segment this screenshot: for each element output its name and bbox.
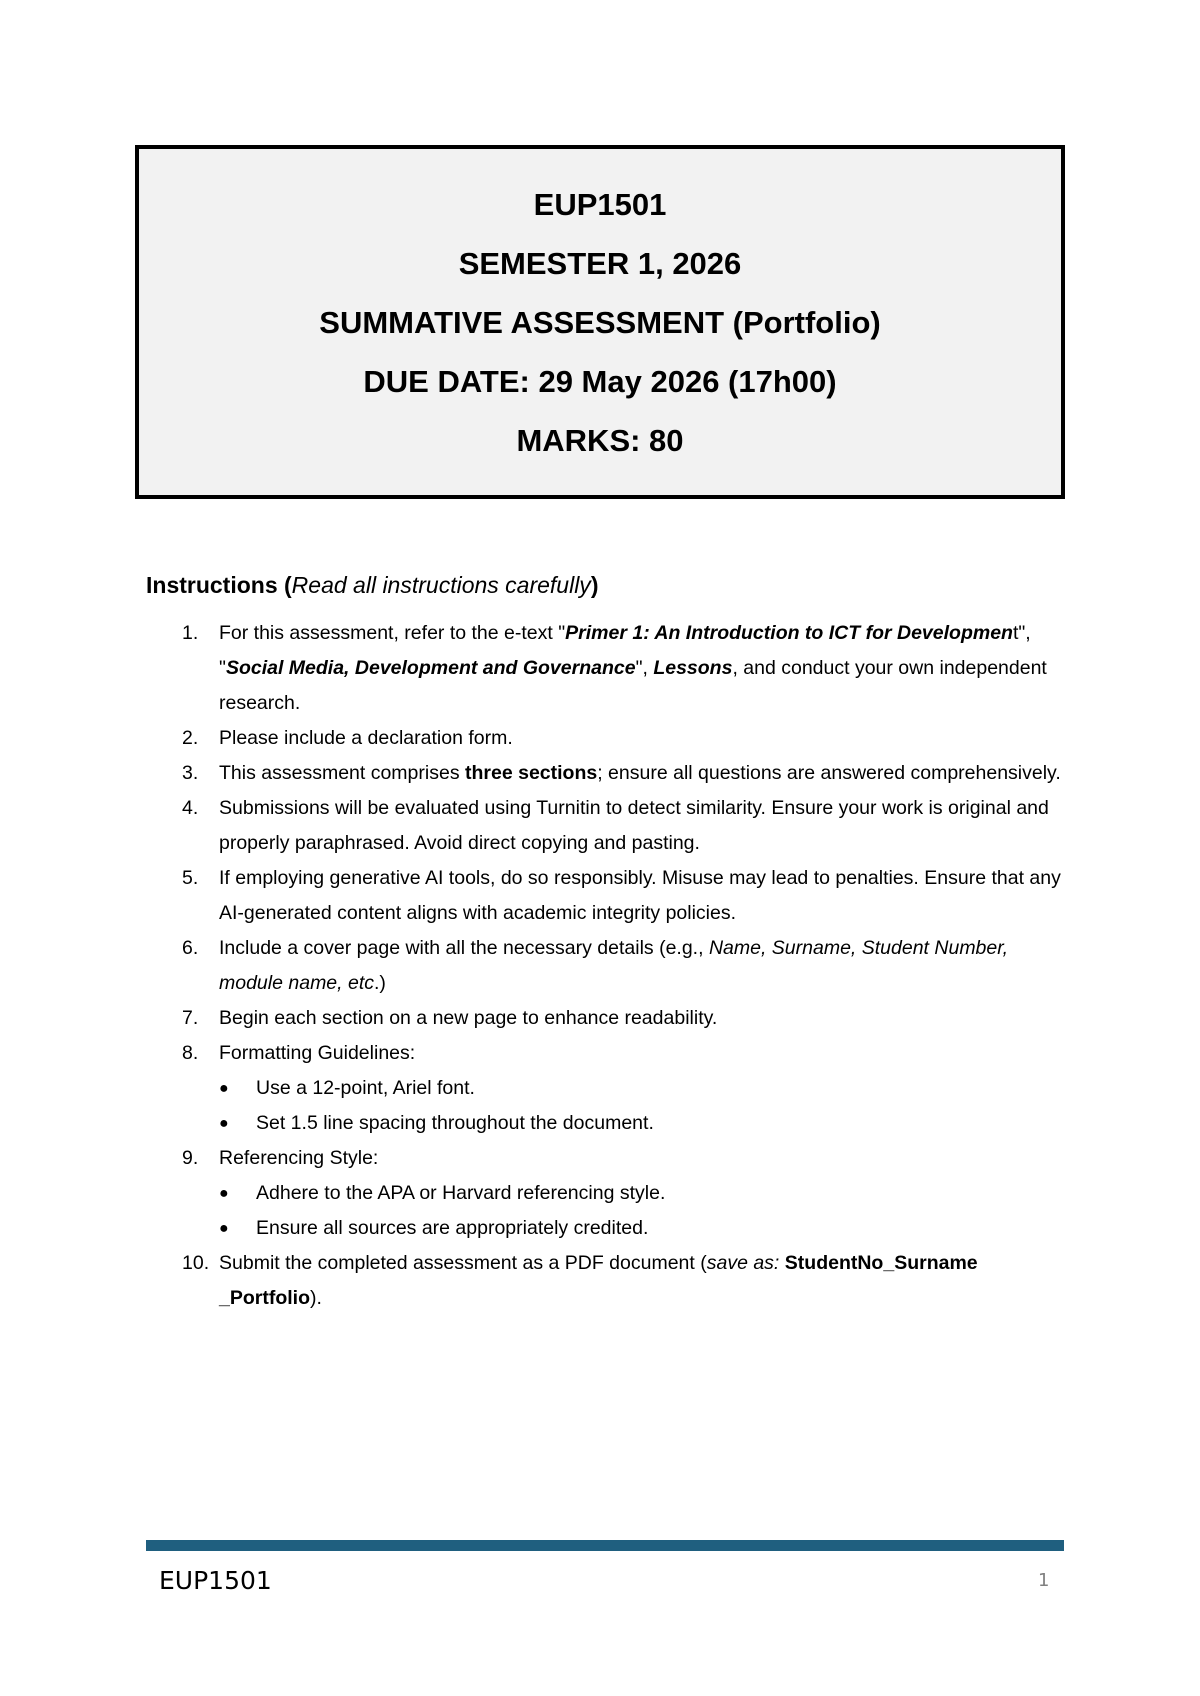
instruction-sub-list xyxy=(219,1071,1066,1141)
instruction-text-part: ", xyxy=(635,657,654,679)
instructions-heading-close: ) xyxy=(590,572,599,598)
instruction-text-part: .) xyxy=(374,972,386,994)
instruction-text xyxy=(219,727,513,749)
instruction-number: 3. xyxy=(182,762,199,784)
instruction-item xyxy=(146,931,1066,1001)
instruction-item xyxy=(146,616,1066,721)
instruction-number: 2. xyxy=(182,727,199,749)
instruction-sub-text: Adhere to the APA or Harvard referencing style. xyxy=(256,1182,666,1204)
instruction-sub-item xyxy=(219,1211,1066,1246)
instruction-item xyxy=(146,1246,1066,1316)
bullet-icon: ● xyxy=(219,1220,229,1237)
instruction-item xyxy=(146,721,1066,756)
bullet-icon: ● xyxy=(219,1115,229,1132)
instruction-sub-item xyxy=(219,1106,1066,1141)
instructions-heading-note: Read all instructions carefully xyxy=(291,572,591,598)
instruction-text-part: Begin each section on a new page to enhance readability. xyxy=(219,1007,718,1029)
instruction-text xyxy=(219,937,1008,994)
instruction-text-part: Referencing Style: xyxy=(219,1147,379,1169)
instruction-text xyxy=(219,622,1047,714)
instruction-sub-item xyxy=(219,1071,1066,1106)
instruction-text-part: three sections xyxy=(465,762,598,784)
instruction-item xyxy=(146,1141,1066,1246)
module-code-title: EUP1501 xyxy=(533,186,667,222)
instruction-text-part: Formatting Guidelines: xyxy=(219,1042,416,1064)
instruction-number: 6. xyxy=(182,937,199,959)
instruction-number: 5. xyxy=(182,867,199,889)
instruction-text-part: This assessment comprises xyxy=(219,762,465,784)
bullet-icon: ● xyxy=(219,1080,229,1097)
instruction-text-part: ; ensure all questions are answered comprehensively. xyxy=(597,762,1061,784)
instruction-number: 4. xyxy=(182,797,199,819)
instruction-text xyxy=(219,1147,378,1169)
instruction-text xyxy=(219,762,1061,784)
instruction-number: 7. xyxy=(182,1007,199,1029)
assessment-title: SUMMATIVE ASSESSMENT (Portfolio) xyxy=(319,304,881,340)
instruction-number: 8. xyxy=(182,1042,199,1064)
instruction-text-part: t", " xyxy=(219,622,1031,679)
title-box xyxy=(135,145,1065,499)
footer-module-code: EUP1501 xyxy=(159,1566,272,1595)
instruction-text xyxy=(219,1007,717,1029)
instruction-item xyxy=(146,1036,1066,1141)
instruction-text-part: For this assessment, refer to the e-text " xyxy=(219,622,566,644)
instruction-sub-item xyxy=(219,1176,1066,1211)
instruction-item xyxy=(146,861,1066,931)
instruction-text-part: If employing generative AI tools, do so responsibly. Misuse may lead to penalties. Ensure that any AI-generated content aligns with academic integrity policies. xyxy=(219,867,1061,924)
instruction-number: 10. xyxy=(182,1252,210,1274)
instruction-text-part: Please include a declaration form. xyxy=(219,727,513,749)
instruction-text-part: Lessons xyxy=(653,657,733,679)
instruction-text xyxy=(219,867,1061,924)
instruction-text-part: Name, Surname, Student Number, module name, etc xyxy=(219,937,1009,994)
instruction-sub-text: Use a 12-point, Ariel font. xyxy=(256,1077,475,1099)
instruction-number: 9. xyxy=(182,1147,199,1169)
instruction-text-part: ). xyxy=(310,1287,322,1309)
marks-title: MARKS: 80 xyxy=(516,422,684,458)
instruction-text xyxy=(219,1252,978,1309)
instruction-text-part: StudentNo_Surname _Portfolio xyxy=(219,1252,978,1309)
instruction-sub-text: Set 1.5 line spacing throughout the document. xyxy=(256,1112,654,1134)
instruction-text xyxy=(219,797,1049,854)
instruction-text-part: , and conduct your own independent research. xyxy=(219,657,1047,714)
bullet-icon: ● xyxy=(219,1185,229,1202)
instruction-text-part: Primer 1: An Introduction to ICT for Developmen xyxy=(565,622,1013,644)
instruction-text xyxy=(219,1042,415,1064)
instruction-number: 1. xyxy=(182,622,199,644)
footer-bar xyxy=(146,1540,1064,1551)
instructions-heading xyxy=(146,568,1066,602)
footer-page-number: 1 xyxy=(1038,1570,1050,1591)
instruction-item xyxy=(146,1001,1066,1036)
instruction-text-part: Submissions will be evaluated using Turnitin to detect similarity. Ensure your work is original and properly paraphrased. Avoid direct copying and pasting. xyxy=(219,797,1049,854)
instruction-sub-text: Ensure all sources are appropriately credited. xyxy=(256,1217,649,1239)
instructions-section xyxy=(146,568,1066,1316)
due-date-title: DUE DATE: 29 May 2026 (17h00) xyxy=(363,363,837,399)
instruction-text-part: Social Media, Development and Governance xyxy=(225,657,636,679)
semester-title: SEMESTER 1, 2026 xyxy=(458,245,742,281)
instruction-text-part: Submit the completed assessment as a PDF document ( xyxy=(219,1252,707,1274)
instruction-text-part: save as: xyxy=(706,1252,785,1274)
instruction-sub-list xyxy=(219,1176,1066,1246)
instruction-text-part: Include a cover page with all the necessary details (e.g., xyxy=(219,937,709,959)
instructions-heading-label: Instructions ( xyxy=(146,572,292,598)
instruction-item xyxy=(146,791,1066,861)
instruction-item xyxy=(146,756,1066,791)
instructions-list xyxy=(146,616,1066,1316)
